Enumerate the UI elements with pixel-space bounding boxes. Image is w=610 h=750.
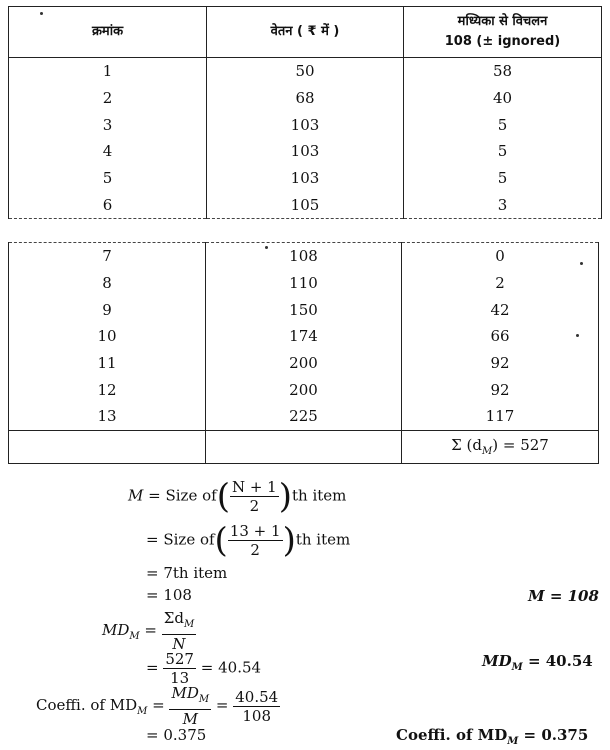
md-num-sub: M <box>198 694 210 705</box>
result-coeff-sub: M <box>507 736 519 747</box>
fraction-sigma-d-over-n <box>162 609 196 653</box>
deviation-cell: 0 <box>402 243 599 270</box>
serial-cell: 5 <box>9 165 207 192</box>
table-top-body <box>9 58 602 219</box>
seventh-item-line: = 7th item <box>146 564 228 582</box>
scan-speck <box>576 334 579 337</box>
result-coeff-value: = 0.375 <box>523 726 589 744</box>
table-row <box>9 138 602 165</box>
serial-cell: 6 <box>9 191 207 218</box>
salary-cell: 103 <box>207 165 404 192</box>
salary-cell: 110 <box>206 270 402 297</box>
serial-cell: 10 <box>9 323 206 350</box>
sum-row <box>9 430 599 463</box>
md-symbol: MD <box>102 621 130 639</box>
frac-num: 40.54 <box>235 687 279 706</box>
table-row <box>9 58 602 85</box>
md-formula-line: $MD_M$ = $\frac{\Sigma d_M}{N}$ <box>102 609 195 653</box>
serial-cell: 3 <box>9 111 207 138</box>
th-item-text-2: th item <box>295 530 351 549</box>
deviation-cell: 3 <box>404 191 602 218</box>
coeff-formula-line: Coeffi. of $MD_M$ = $\frac{MD_M}{M}$ = $\frac{40.54}{108}$ <box>36 684 279 728</box>
sum-empty-2 <box>206 430 402 463</box>
deviation-cell: 66 <box>402 323 599 350</box>
n-symbol: N <box>172 635 186 653</box>
table-row <box>9 85 602 112</box>
header-deviation-line1: मध्यिका से विचलन <box>457 14 548 29</box>
deviation-cell: 2 <box>402 270 599 297</box>
serial-cell: 9 <box>9 296 206 323</box>
table-row <box>9 403 599 430</box>
frac-num: 527 <box>165 650 194 668</box>
frac-den: 13 <box>170 669 190 687</box>
result-md <box>482 652 593 673</box>
result-md-symbol: MD <box>482 652 512 670</box>
fraction-527-over-13 <box>163 650 196 687</box>
fraction-n-plus-1 <box>230 478 279 515</box>
salary-cell: 50 <box>207 58 404 85</box>
fraction-md-over-m <box>169 684 211 728</box>
md-value: = 40.54 <box>200 658 262 677</box>
salary-cell: 103 <box>207 111 404 138</box>
sum-label: Σ (d <box>451 436 482 455</box>
serial-cell: 13 <box>9 403 206 430</box>
deviation-cell: 58 <box>404 58 602 85</box>
frac-den: 108 <box>242 706 272 725</box>
eq-108-line: = 108 <box>146 586 192 604</box>
header-deviation-line2: 108 (± ignored) <box>444 34 561 49</box>
table-top <box>8 6 602 219</box>
size-of-text-1: = Size of <box>148 486 217 505</box>
serial-cell: 12 <box>9 376 206 403</box>
frac-num <box>162 609 196 635</box>
header-deviation <box>404 7 602 58</box>
serial-cell: 1 <box>9 58 207 85</box>
result-coeff-label: Coeffi. of MD <box>396 726 508 744</box>
sum-value: ) = 527 <box>492 436 549 455</box>
table-row <box>9 376 599 403</box>
coeff-label: Coeffi. of MD <box>36 696 138 714</box>
serial-cell: 4 <box>9 138 207 165</box>
table-row <box>9 165 602 192</box>
frac-num <box>169 684 211 710</box>
sum-empty-1 <box>9 430 206 463</box>
result-md-sub: M <box>511 662 523 673</box>
size-of-text-2: = Size of <box>146 530 215 549</box>
sigma-d: Σd <box>163 609 184 627</box>
table-row <box>9 191 602 218</box>
serial-cell: 7 <box>9 243 206 270</box>
table-row <box>9 350 599 377</box>
deviation-cell: 42 <box>402 296 599 323</box>
salary-cell: 103 <box>207 138 404 165</box>
sum-sub: M <box>481 446 493 458</box>
table-bottom <box>8 242 599 464</box>
median-substitution-line: = Size of( $\frac{13 + 1}{2}$ )th item <box>146 520 351 561</box>
frac-num: 13 + 1 <box>229 522 281 540</box>
salary-cell: 150 <box>206 296 402 323</box>
deviation-cell: 92 <box>402 376 599 403</box>
deviation-cell: 92 <box>402 350 599 377</box>
salary-cell: 108 <box>206 243 402 270</box>
md-sub: M <box>129 631 140 642</box>
m-den: M <box>182 710 198 728</box>
deviation-cell: 117 <box>402 403 599 430</box>
salary-cell: 200 <box>206 376 402 403</box>
md-value-line: = $\frac{527}{13}$ = 40.54 <box>146 650 262 687</box>
frac-den: 2 <box>249 497 260 515</box>
md-num: MD <box>171 684 199 702</box>
serial-cell: 8 <box>9 270 206 297</box>
median-symbol: M <box>128 486 144 505</box>
deviation-cell: 5 <box>404 138 602 165</box>
result-md-value: = 40.54 <box>527 652 593 670</box>
deviation-cell: 40 <box>404 85 602 112</box>
salary-cell: 105 <box>207 191 404 218</box>
median-formula-line: M = Size of( $\frac{N + 1}{2}$ )th item <box>128 476 347 517</box>
table-row <box>9 270 599 297</box>
table-row <box>9 243 599 270</box>
table-row <box>9 111 602 138</box>
frac-num: N + 1 <box>231 478 277 496</box>
serial-cell: 2 <box>9 85 207 112</box>
fraction-4054-over-108 <box>233 688 280 725</box>
coeff-sub: M <box>137 706 148 717</box>
th-item-text-1: th item <box>292 486 347 505</box>
deviation-cell: 5 <box>404 165 602 192</box>
salary-cell: 174 <box>206 323 402 350</box>
salary-cell: 225 <box>206 403 402 430</box>
scan-speck <box>265 246 268 249</box>
result-median: M = 108 <box>528 587 599 605</box>
scan-speck <box>40 12 43 15</box>
sum-cell <box>402 430 599 463</box>
result-coeff <box>396 726 588 747</box>
salary-cell: 200 <box>206 350 402 377</box>
deviation-cell: 5 <box>404 111 602 138</box>
sigma-d-sub: M <box>183 619 195 630</box>
coeff-value-line: = 0.375 <box>146 726 207 744</box>
table-row <box>9 296 599 323</box>
scan-speck <box>580 262 583 265</box>
table-row <box>9 323 599 350</box>
salary-cell: 68 <box>207 85 404 112</box>
header-salary: वेतन ( ₹ में ) <box>207 7 404 58</box>
frac-den: 2 <box>250 541 260 559</box>
table-bottom-body <box>9 243 599 431</box>
header-serial: क्रमांक <box>9 7 207 58</box>
serial-cell: 11 <box>9 350 206 377</box>
fraction-13-plus-1 <box>228 522 283 559</box>
